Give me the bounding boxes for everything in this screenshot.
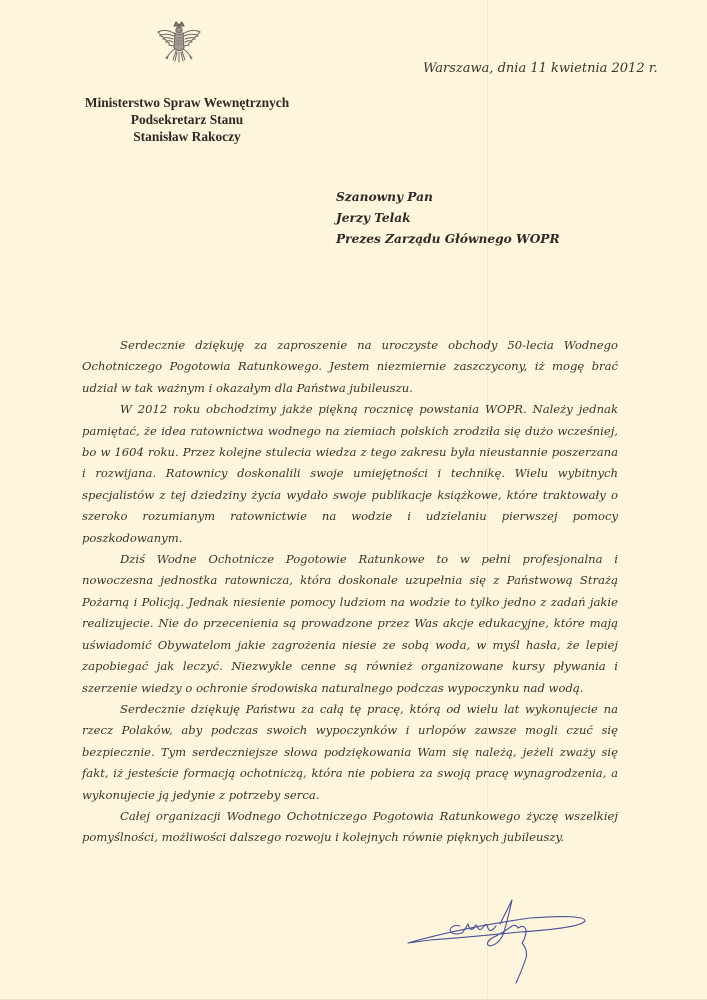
recipient-title: Prezes Zarządu Głównego WOPR <box>336 232 560 246</box>
body-paragraph: W 2012 roku obchodzimy jakże piękną rocznicę powstania WOPR. Należy jednak pamiętać, że idea ratownictwa wodnego na ziemiach polskich zrodziła się dużo wcześniej, bo w 1604 roku. Przez kolejne stulecia wiedza z tego zakresu była nieustannie poszerzana i rozwijana. Ratownicy doskonalili swoje umiejętności i technikę. Wielu wybitnych specjalistów z tej dziedziny życia wydało swoje publikacje książkowe, które traktowały o szeroko rozumianym ratownictwie na wodzie i udzielaniu pierwszej pomocy poszkodowanym. <box>82 402 618 545</box>
sender-name: Stanisław Rakoczy <box>133 129 241 144</box>
recipient-salutation: Szanowny Pan <box>336 190 433 204</box>
body-paragraph: Serdecznie dziękuję Państwu za całą tę pracę, którą od wielu lat wykonujecie na rzecz Polaków, aby podczas swoich wypoczynków i urlopów zawsze mogli czuć się bezpiecznie. Tym serdeczniejsze słowa podziękowania Wam się należą, jeżeli zważy się fakt, iż jesteście formacją ochotniczą, która nie pobiera za swoją pracę wynagrodzenia, a wykonujecie ją jedynie z potrzeby serca. <box>82 701 618 802</box>
recipient-name: Jerzy Telak <box>336 211 411 225</box>
sender-institution: Ministerstwo Spraw Wewnętrznych <box>84 95 290 110</box>
sender-block <box>82 94 292 145</box>
sender-position: Podsekretarz Stanu <box>130 112 244 127</box>
handwritten-signature-icon <box>400 888 590 988</box>
body-paragraph: Całej organizacji Wodnego Ochotniczego Pogotowia Ratunkowego życzę wszelkiej pomyślności, możliwości dalszego rozwoju i kolejnych równie pięknych jubileuszy. <box>82 808 618 845</box>
polish-eagle-emblem-icon <box>152 20 206 70</box>
body-paragraph: Serdecznie dziękuję za zaproszenie na uroczyste obchody 50-lecia Wodnego Ochotniczego Pogotowia Ratunkowego. Jestem niezmiernie zaszczycony, iż mogę brać udział w tak ważnym i okazałym dla Państwa jubileuszu. <box>82 338 618 395</box>
recipient-block <box>336 187 560 250</box>
letter-body <box>82 335 618 849</box>
letter-date: Warszawa, dnia 11 kwietnia 2012 r. <box>423 61 658 76</box>
body-paragraph: Dziś Wodne Ochotnicze Pogotowie Ratunkowe to w pełni profesjonalna i nowoczesna jednostka ratownicza, która doskonale uzupełnia się z Państwową Strażą Pożarną i Policją. Jednak niesienie pomocy ludziom na wodzie to tylko jedno z zadań jakie realizujecie. Nie do przecenienia są prowadzone przez Was akcje edukacyjne, które mają uświadomić Obywatelom jakie zagrożenia niesie ze sobą woda, w myśl hasła, że lepiej zapobiegać jak leczyć. Niezwykle cenne są również organizowane kursy pływania i szerzenie wiedzy o ochronie środowiska naturalnego podczas wypoczynku nad wodą. <box>82 552 618 695</box>
